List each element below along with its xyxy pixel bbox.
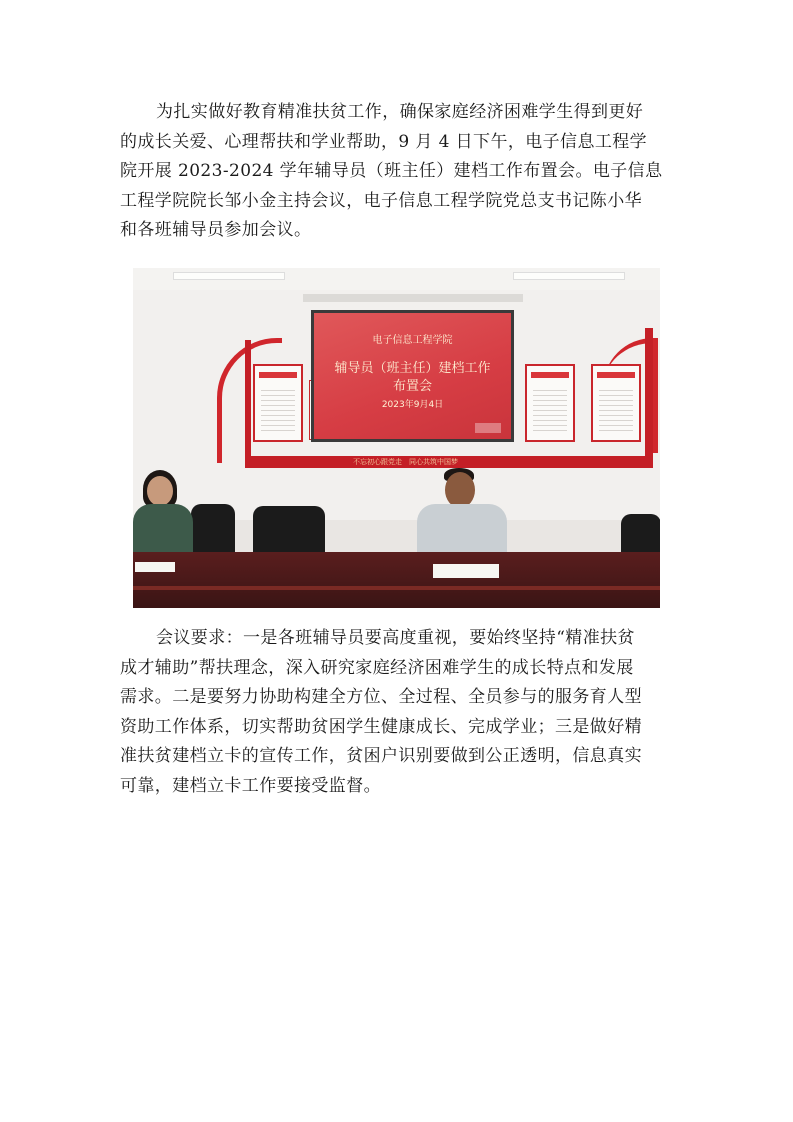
requirements-line-1-text: 会议要求：一是各班辅导员要高度重视，要始终坚持“精准扶贫: [156, 628, 635, 648]
requirements-line-4: 资助工作体系，切实帮助贫困学生健康成长、完成学业；三是做好精: [120, 716, 642, 737]
person-face: [147, 476, 173, 506]
intro-line-2: 的成长关爱、心理帮扶和学业帮助，9 月 4 日下午，电子信息工程学: [120, 131, 648, 152]
requirements-line-2: 成才辅助”帮扶理念，深入研究家庭经济困难学生的成长特点和发展: [120, 657, 634, 678]
requirements-paragraph: [120, 624, 673, 801]
screen-org-name: 电子信息工程学院: [372, 335, 453, 346]
ceiling-light: [173, 272, 285, 280]
screen-title-line1: 辅导员（班主任）建档工作: [334, 361, 491, 376]
requirements-line-3: 需求。二是要努力协助构建全方位、全过程、全员参与的服务育人型: [120, 687, 642, 707]
photo-ceiling: [133, 268, 660, 290]
requirements-line-6: 可靠，建档立卡工作要接受监督。: [120, 775, 381, 796]
meeting-photo: [133, 268, 660, 608]
wall-frame-right: [645, 328, 653, 468]
intro-line-1-text: 为扎实做好教育精准扶贫工作，确保家庭经济困难学生得到更好: [156, 102, 644, 122]
screen-title-line2: 布置会: [392, 379, 432, 394]
ceiling-light: [513, 272, 625, 280]
person-face: [445, 472, 475, 508]
wall-poster: [253, 364, 303, 442]
requirements-line-1: [120, 624, 673, 654]
screen-date: 2023年9月4日: [381, 400, 444, 410]
table-edge: [133, 586, 660, 590]
intro-paragraph: [120, 98, 673, 246]
documents-on-table: [135, 562, 175, 572]
wall-frame-left: [245, 340, 251, 468]
projector-rail: [303, 294, 523, 302]
wall-poster: [591, 364, 641, 442]
intro-line-4: 工程学院院长邹小金主持会议，电子信息工程学院党总支书记陈小华: [120, 190, 642, 211]
screen-logo: [475, 423, 501, 433]
documents-on-table: [433, 564, 499, 578]
projection-screen: [311, 310, 514, 442]
intro-line-3: 院开展 2023-2024 学年辅导员（班主任）建档工作布置会。电子信息: [120, 161, 663, 181]
wall-banner-text: 不忘初心跟党走 同心共筑中国梦: [353, 458, 458, 466]
office-chair: [253, 506, 325, 558]
requirements-line-5: 准扶贫建档立卡的宣传工作，贫困户识别要做到公正透明，信息真实: [120, 746, 642, 766]
wall-poster: [525, 364, 575, 442]
conference-table: [133, 552, 660, 608]
intro-line-1: [120, 98, 673, 128]
intro-line-5: 和各班辅导员参加会议。: [120, 220, 312, 240]
